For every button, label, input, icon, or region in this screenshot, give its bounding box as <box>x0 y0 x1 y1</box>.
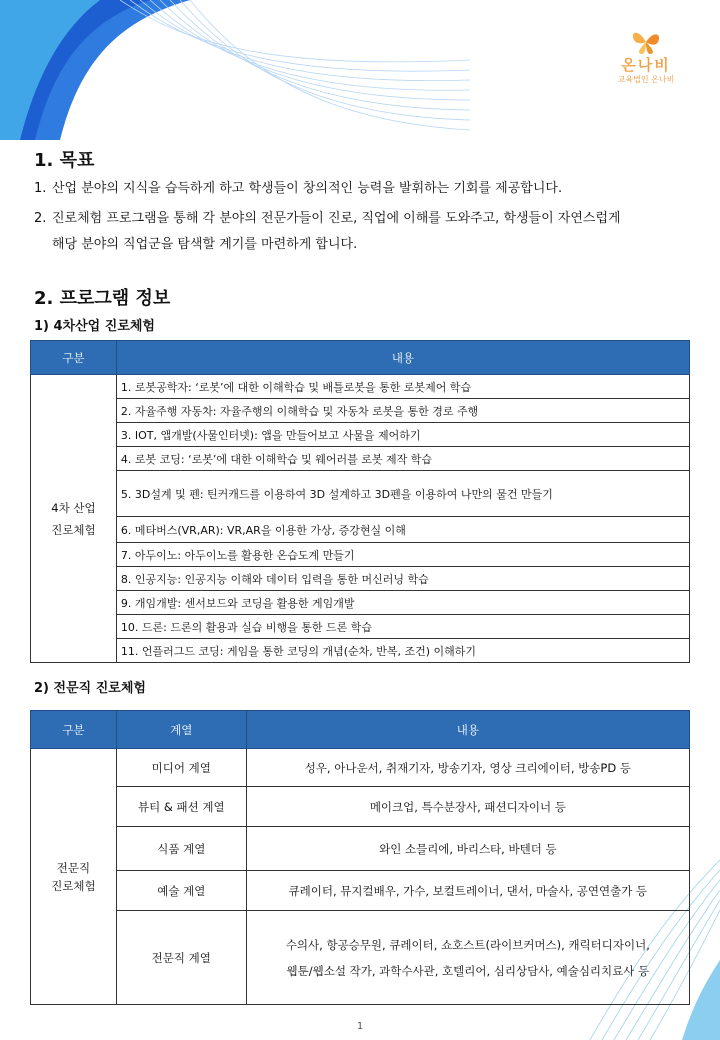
table-row <box>31 543 690 567</box>
table-row <box>31 423 690 447</box>
table-row <box>31 591 690 615</box>
table-row <box>31 615 690 639</box>
section-title-goals: 1. 목표 <box>34 150 95 171</box>
content-line-1: 수의사, 항공승무원, 큐레이터, 쇼호스트(라이브커머스), 캐릭터디자이너, <box>285 937 650 952</box>
goal-item-2 <box>34 206 704 258</box>
category-line-2: 진로체험 <box>51 878 96 893</box>
table-header-row <box>31 341 690 375</box>
butterfly-logo-icon <box>628 26 664 56</box>
program-item: 1. 로봇공학자: ‘로봇’에 대한 이해학습 및 배틀로봇을 통한 로봇제어 학습 <box>116 375 689 399</box>
table-row <box>31 787 690 827</box>
category-line-1: 4차 산업 <box>51 500 96 515</box>
subsection-title-professional: 2) 전문직 진로체험 <box>34 681 146 696</box>
content-cell: 성우, 아나운서, 취재기자, 방송기자, 영상 크리에이터, 방송PD 등 <box>246 749 689 787</box>
goal-number: 2. <box>34 211 47 226</box>
header-category: 구분 <box>31 711 117 749</box>
header-content: 내용 <box>116 341 689 375</box>
field-cell: 미디어 계열 <box>116 749 246 787</box>
program-item: 2. 자율주행 자동차: 자율주행의 이해학습 및 자동차 로봇을 통한 경로 주행 <box>116 399 689 423</box>
category-cell <box>31 749 117 1005</box>
field-cell: 전문직 계열 <box>116 911 246 1005</box>
table-row <box>31 471 690 517</box>
table-row <box>31 375 690 399</box>
table-row <box>31 827 690 871</box>
table-row <box>31 517 690 543</box>
goal-text: 산업 분야의 지식을 습득하게 하고 학생들이 창의적인 능력을 발휘하는 기회를 제공합니다. <box>52 181 563 196</box>
field-cell: 식품 계열 <box>116 827 246 871</box>
content-cell <box>246 911 689 1005</box>
goal-item-1 <box>34 176 704 202</box>
table-4th-industry <box>30 340 690 663</box>
header-category: 구분 <box>31 341 117 375</box>
program-item: 4. 로봇 코딩: ‘로봇’에 대한 이해학습 및 웨어러블 로봇 제작 학습 <box>116 447 689 471</box>
table-row <box>31 871 690 911</box>
table-header-row <box>31 711 690 749</box>
content-cell: 와인 소믈리에, 바리스타, 바텐더 등 <box>246 827 689 871</box>
table-row <box>31 399 690 423</box>
field-cell: 뷰티 & 패션 계열 <box>116 787 246 827</box>
category-cell <box>31 375 117 663</box>
header-field: 계열 <box>116 711 246 749</box>
table-row <box>31 639 690 663</box>
content-line-2: 웹툰/웹소설 작가, 과학수사관, 호텔리어, 심리상담사, 예술심리치료사 등 <box>286 963 650 978</box>
table-row <box>31 749 690 787</box>
table-row <box>31 567 690 591</box>
program-item: 8. 인공지능: 인공지능 이해와 데이터 입력을 통한 머신러닝 학습 <box>116 567 689 591</box>
table-row <box>31 911 690 1005</box>
program-item: 6. 메타버스(VR,AR): VR,AR을 이용한 가상, 증강현실 이해 <box>116 517 689 543</box>
logo <box>606 26 686 96</box>
program-item: 10. 드론: 드론의 활용과 실습 비행을 통한 드론 학습 <box>116 615 689 639</box>
program-item: 7. 아두이노: 아두이노를 활용한 온습도계 만들기 <box>116 543 689 567</box>
field-cell: 예술 계열 <box>116 871 246 911</box>
category-line-2: 진로체험 <box>51 522 96 537</box>
category-line-1: 전문직 <box>56 860 91 875</box>
program-item: 11. 언플러그드 코딩: 게임을 통한 코딩의 개념(순차, 반복, 조건) 이해하기 <box>116 639 689 663</box>
page-number: 1 <box>356 1021 364 1032</box>
program-item: 9. 개임개발: 센서보드와 코딩을 활용한 게임개발 <box>116 591 689 615</box>
header-content: 내용 <box>246 711 689 749</box>
content-cell: 메이크업, 특수분장사, 패션디자이너 등 <box>246 787 689 827</box>
goal-number: 1. <box>34 181 47 196</box>
section-title-program: 2. 프로그램 정보 <box>34 288 171 309</box>
goal-text: 진로체험 프로그램을 통해 각 분야의 전문가들이 진로, 직업에 이해를 도와주고, 학생들이 자연스럽게 <box>52 211 621 226</box>
logo-name: 온나비 <box>621 56 671 74</box>
program-item: 3. IOT, 앱개발(사물인터넷): 앱을 만들어보고 사물을 제어하기 <box>116 423 689 447</box>
logo-subtitle: 교육법인 온나비 <box>617 75 675 84</box>
decorative-wave-top <box>0 0 470 140</box>
content-cell: 큐레이터, 뮤지컬배우, 가수, 보컬트레이너, 댄서, 마술사, 공연연출가 등 <box>246 871 689 911</box>
goal-text-continued: 해당 분야의 직업군을 탐색할 계기를 마련하게 합니다. <box>52 237 358 252</box>
table-row <box>31 447 690 471</box>
table-professional <box>30 710 690 1005</box>
program-item: 5. 3D설계 및 펜: 틴커캐드를 이용하여 3D 설계하고 3D펜을 이용하여 나만의 물건 만들기 <box>116 471 689 517</box>
subsection-title-4th-industry: 1) 4차산업 진로체험 <box>34 319 155 334</box>
